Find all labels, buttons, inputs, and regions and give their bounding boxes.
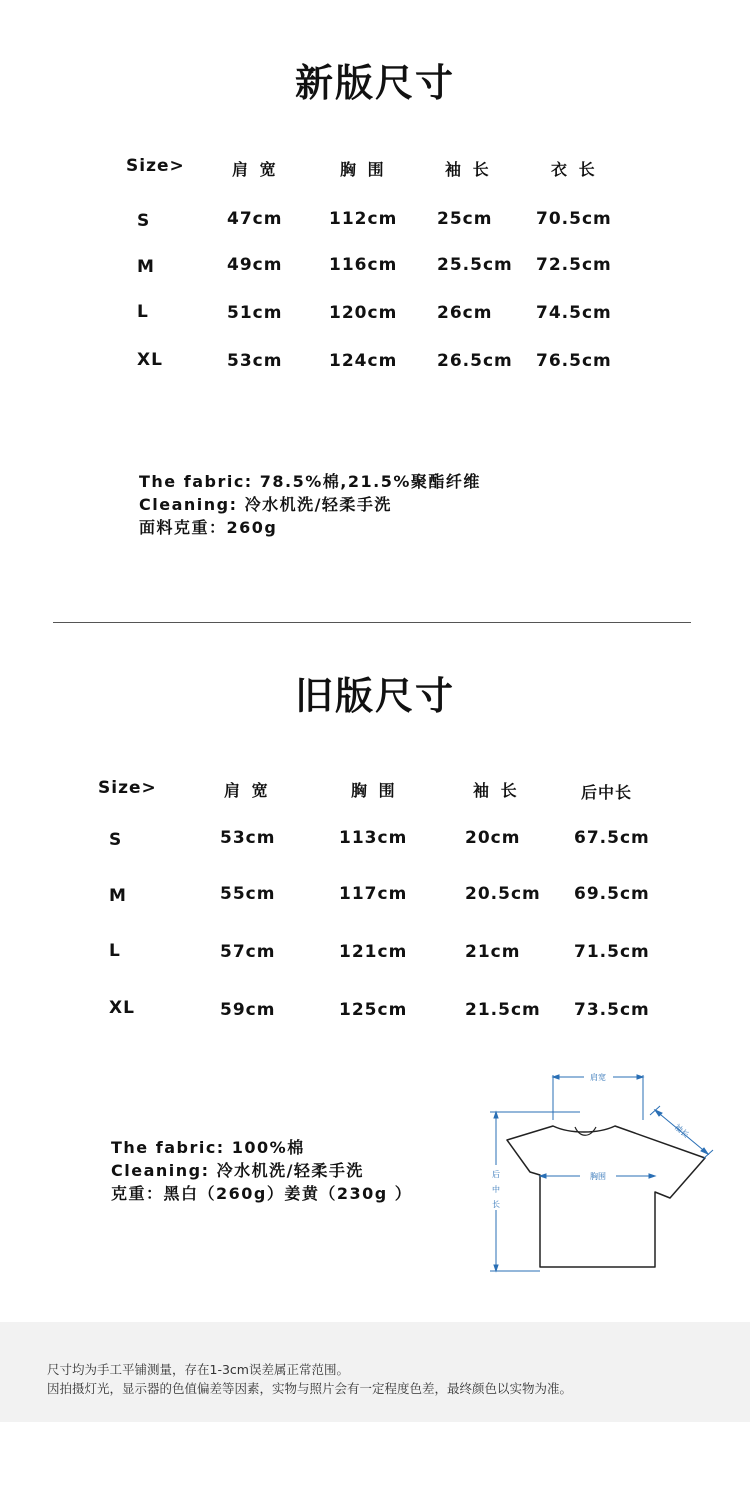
weight-note: 克重：黑白（260g）姜黄（230g ） [111, 1184, 413, 1203]
table-cell: 47cm [227, 209, 283, 229]
table-cell: 25cm [437, 209, 493, 229]
table-cell: 20cm [465, 828, 521, 848]
weight-note: 面料克重：260g [139, 518, 278, 537]
table-cell: L [137, 302, 149, 322]
table-cell: 116cm [329, 255, 398, 275]
table-cell: L [109, 941, 121, 961]
table-cell: 49cm [227, 255, 283, 275]
back-length-label-1: 后 [492, 1170, 500, 1179]
cleaning-note: Cleaning: 冷水机洗/轻柔手洗 [111, 1161, 364, 1180]
table-cell: 70.5cm [536, 209, 612, 229]
header-back-length: 后中长 [581, 783, 633, 802]
table-cell: 121cm [339, 942, 408, 962]
header-chest: 胸 围 [351, 781, 398, 800]
disclaimer-line-2: 因拍摄灯光，显示器的色值偏差等因素，实物与照片会有一定程度色差，最终颜色以实物为准。 [47, 1381, 573, 1396]
table-cell: 20.5cm [465, 884, 541, 904]
table-cell: 72.5cm [536, 255, 612, 275]
fabric-note: The fabric: 100%棉 [111, 1138, 305, 1157]
footer-disclaimer [0, 1322, 750, 1422]
table-cell: 25.5cm [437, 255, 513, 275]
table-cell: 113cm [339, 828, 408, 848]
sleeve-label: 袖长 [672, 1122, 691, 1140]
table-cell: M [137, 257, 155, 277]
cleaning-note: Cleaning: 冷水机洗/轻柔手洗 [139, 495, 392, 514]
table-cell: 57cm [220, 942, 276, 962]
table-cell: 26.5cm [437, 351, 513, 371]
table-cell: 120cm [329, 303, 398, 323]
table-cell: 53cm [220, 828, 276, 848]
table-cell: 55cm [220, 884, 276, 904]
disclaimer-line-1: 尺寸均为手工平铺测量，存在1-3cm误差属正常范围。 [47, 1362, 349, 1377]
table-cell: 74.5cm [536, 303, 612, 323]
table-cell: M [109, 886, 127, 906]
table-cell: 59cm [220, 1000, 276, 1020]
header-sleeve: 袖 长 [473, 781, 520, 800]
table-cell: 21cm [465, 942, 521, 962]
header-sleeve: 袖 长 [445, 160, 492, 179]
old-size-title: 旧版尺寸 [294, 674, 455, 718]
table-cell: S [137, 211, 151, 231]
new-size-title: 新版尺寸 [294, 61, 455, 105]
header-chest: 胸 围 [340, 160, 387, 179]
header-shoulder: 肩 宽 [232, 160, 279, 179]
shoulder-label: 肩宽 [590, 1073, 606, 1082]
table-cell: 69.5cm [574, 884, 650, 904]
header-size: Size> [126, 156, 185, 176]
table-cell: 117cm [339, 884, 408, 904]
table-cell: 67.5cm [574, 828, 650, 848]
table-cell: 21.5cm [465, 1000, 541, 1020]
table-cell: 53cm [227, 351, 283, 371]
back-length-label-3: 长 [492, 1200, 500, 1209]
back-length-label-2: 中 [492, 1185, 500, 1194]
tshirt-outline [507, 1126, 705, 1267]
header-shoulder: 肩 宽 [224, 781, 271, 800]
table-cell: XL [137, 350, 163, 370]
header-length: 衣 长 [551, 160, 598, 179]
chest-label: 胸围 [590, 1172, 606, 1181]
fabric-note: The fabric: 78.5%棉,21.5%聚酯纤维 [139, 472, 481, 491]
table-cell: 73.5cm [574, 1000, 650, 1020]
table-cell: 76.5cm [536, 351, 612, 371]
tshirt-measure-diagram [480, 1060, 720, 1290]
table-cell: 124cm [329, 351, 398, 371]
section-divider [53, 622, 691, 623]
table-cell: 125cm [339, 1000, 408, 1020]
table-cell: XL [109, 998, 135, 1018]
table-cell: 71.5cm [574, 942, 650, 962]
table-cell: S [109, 830, 123, 850]
table-cell: 112cm [329, 209, 398, 229]
table-cell: 26cm [437, 303, 493, 323]
table-cell: 51cm [227, 303, 283, 323]
header-size: Size> [98, 778, 157, 798]
